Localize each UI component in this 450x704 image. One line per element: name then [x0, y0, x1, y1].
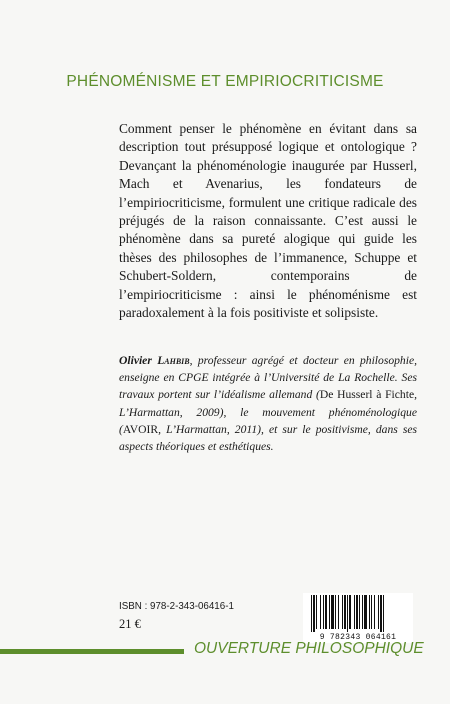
barcode-bar	[383, 595, 384, 632]
barcode-bar	[344, 595, 346, 629]
barcode-bar	[362, 595, 363, 629]
bio-text-2: , L’Harmattan, 2009), le mouvement phénoménologique (	[119, 388, 417, 436]
barcode-bar	[364, 595, 367, 629]
bio-work-2: AVOIR	[122, 422, 159, 436]
author-last-name: Lahbib	[157, 354, 190, 367]
barcode-bar	[356, 595, 358, 629]
barcode-bar	[316, 595, 317, 629]
barcode-bars	[303, 593, 413, 633]
barcode-bar	[320, 595, 321, 629]
barcode-bar	[349, 595, 351, 629]
barcode-bar	[369, 595, 370, 629]
back-cover-blurb: Comment penser le phénomène en évitant dans sa description tout présupposé logique et ontologique ? Devançant la phénoménologie inaugurée par Husserl, Mach et Avenarius, les fondateurs de l’empiriocriticisme, formulent une critique radicale des préjugés de la raison connaissante. C’est aussi le phénomène dans sa pureté alogique qui guide les thèses des philosophes de l’immanence, Schuppe et Schubert-Soldern, contemporains de l’empiriocriticisme : ainsi le phénoménisme est paradoxalement à la fois positiviste et solipsiste.	[119, 121, 417, 321]
barcode-bar	[371, 595, 372, 629]
bio-text-1: , professeur agrégé et docteur en philosophie, enseigne en CPGE intégrée à l’Université de La Rochelle. Ses travaux portent sur l’idéalisme allemand (	[119, 354, 417, 402]
author-bio	[119, 352, 417, 455]
barcode-bar	[354, 595, 355, 629]
barcode	[303, 593, 413, 643]
barcode-bar	[347, 595, 348, 632]
barcode-bar	[311, 595, 312, 632]
barcode-bar	[335, 595, 336, 629]
barcode-bar	[331, 595, 334, 629]
book-title: PHÉNOMÉNISME ET EMPIRIOCRITICISME	[66, 73, 384, 90]
author-name	[119, 354, 190, 367]
barcode-bar	[313, 595, 315, 632]
barcode-bar	[378, 595, 379, 629]
price-label: 21 €	[119, 617, 141, 631]
barcode-bar	[359, 595, 360, 629]
barcode-digits: 9 782343 064161	[319, 633, 397, 642]
barcode-bar	[380, 595, 382, 632]
barcode-bar	[325, 595, 327, 629]
barcode-bar	[323, 595, 324, 629]
collection-name: OUVERTURE PHILOSOPHIQUE	[194, 640, 424, 657]
bio-text-3: , L’Harmattan, 2011), et sur le positivisme, dans ses aspects théoriques et esthétiques.	[119, 422, 417, 454]
barcode-bar	[374, 595, 375, 629]
bio-work-1: De Husserl à Fichte	[319, 388, 415, 402]
barcode-bar	[342, 595, 343, 629]
barcode-bar	[338, 595, 339, 629]
isbn-label: ISBN : 978-2-343-06416-1	[119, 601, 234, 612]
barcode-bar	[329, 595, 330, 629]
collection-accent-bar	[0, 649, 184, 654]
author-first-name: Olivier	[119, 354, 152, 367]
